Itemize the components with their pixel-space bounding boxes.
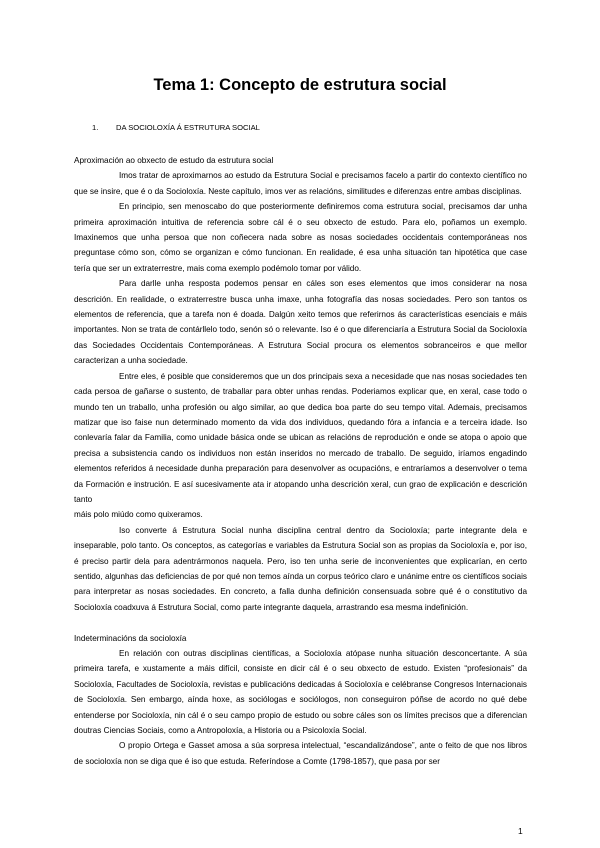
paragraph: En relación con outras disciplinas científicas, a Socioloxía atópase nunha situación desconcertante. A súa primeira tarefa, e xustamente a máis difícil, consiste en dicir cál é o seu obxecto de estudo. Existen “profesionais” da Socioloxía, Facultades de Socioloxía, revistas e publicacións dedicadas á Socioloxía e celébranse Congresos Internacionais de Socioloxía. Sen embargo, aínda hoxe, as sociólogas e sociólogos, non conseguiron póñse de acordo no qué debe entenderse por Socioloxía, nin cál é o seu campo propio de estudo ou sobre cáles son os límites precisos que a diferencian doutras Ciencias Sociais, como a Antropoloxía, a Historia ou a Psicoloxía Social.	[74, 648, 527, 736]
section-number: 1.	[92, 123, 99, 132]
subsection-heading: Indeterminacións da socioloxía	[74, 633, 187, 643]
section-heading	[92, 123, 260, 132]
paragraph: Imos tratar de aproximarnos ao estudo da Estrutura Social e precisamos facelo a partir do contexto científico no que se insire, que é o da Socioloxía. Neste capítulo, imos ver as relacións, similitudes e diferenzas entre ambas disciplinas.	[74, 171, 527, 196]
section-label: DA SOCIOLOXÍA Á ESTRUTURA SOCIAL	[116, 123, 260, 132]
paragraph: Para darlle unha resposta podemos pensar en cáles son eses elementos que imos considerar na nosa descrición. En realidade, o extraterrestre busca unha imaxe, unha fotografía das nosas sociedades. Pero son tantos os elementos de referencia, que a tarefa non é doada. Dalgún xeito temos que referirnos ás características esenciais e máis importantes. Non se trata de contárllelo todo, senón só o relevante. Iso é o que diferenciaría a Estrutura Social da Socioloxía das Sociedades Occidentais Contemporáneas. A Estrutura Social procura os elementos sobranceiros e que mellor caracterizan a unha sociedade.	[74, 279, 527, 366]
subsection-heading: Aproximación ao obxecto de estudo da estrutura social	[74, 156, 274, 165]
paragraph: En principio, sen menoscabo do que posteriormente definiremos coma estrutura social, precisamos dar unha primeira aproximación intuitiva de referencia sobre cál é o seu obxecto de estudo. Para elo, poñamos un exemplo. Imaxinemos que unha persoa que non coñecera nada sobre as nosas sociedades occidentais contemporáneas nos preguntase cómo son, cómo se organizan e cómo funcionan. En realidade, é esa unha situación tan hipotética que case tería que ser un extraterrestre, mais coma exemplo podémolo tomar por válido.	[74, 202, 527, 273]
paragraph: O propio Ortega e Gasset amosa a súa sorpresa intelectual, “escandalizándose”, ante o feito de que nos libros de socioloxía non se diga que é iso que estuda. Referíndose a Comte (1798-1857), que pasa por ser	[74, 741, 527, 766]
paragraph-continuation: máis polo miúdo como quixeramos.	[74, 510, 203, 520]
page-number: 1	[518, 826, 523, 836]
paragraph: Iso converte á Estrutura Social nunha disciplina central dentro da Socioloxía; parte integrante dela e inseparable, polo tanto. Os conceptos, as categorías e variables da Estrutura Social son as propias da Socioloxía e, por iso, é preciso partir dela para adentrármonos naquela. Pero, iso ten unha serie de inconvenientes que explicarían, en certo sentido, algunhas das deficiencias de por qué non temos aínda un corpus teórico claro e unánime entre os científicos sociais para interpretar as nosas sociedades. En concreto, a falla dunha definición consensuada sobre qué é o constitutivo da Socioloxía coadxuva á Estrutura Social, como parte integrante daquela, arrastrando esa mesma indefinición.	[74, 525, 527, 612]
document-body	[74, 153, 527, 769]
document-title: Tema 1: Concepto de estrutura social	[153, 76, 447, 94]
paragraph: Entre eles, é posible que consideremos que un dos principais sexa a necesidade que nas nosas sociedades ten cada persoa de gañarse o sustento, de traballar para obter unhas rendas. Poderiamos explicar que, en xeral, case todo o mundo ten un traballo, unha profesión ou algo similar, ao que dedica boa parte do seu tempo vital. Ademais, precisamos matizar que iso faise nun determinado momento da vida dos individuos, quedando fóra a infancia e a terceira idade. Iso conlevaría falar da Familia, como unidade básica onde se ubican as relacións de reprodución e onde se atopa o apoio que precisa a subsistencia cando os individuos non están inseridos no mercado de traballo. De seguido, iríamos engadindo elementos referidos á necesidade dunha preparación para desenvolver as ocupacións, e entraríamos a desenvolver o tema da Formación e instrución. E así sucesivamente ata ir atopando unha descrición xeral, cun grao de explicación e descrición tanto	[74, 371, 527, 504]
